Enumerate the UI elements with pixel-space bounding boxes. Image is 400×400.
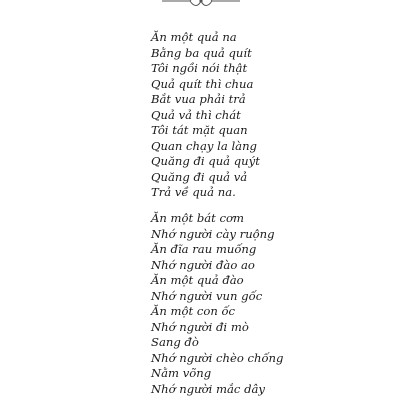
poem-line: Nhớ người cày ruộng	[151, 226, 275, 241]
poem-line: Quả vả thì chát	[151, 107, 241, 122]
poem-line: Nhớ người mắc dây	[151, 381, 265, 396]
poem-line: Ăn một con ốc	[151, 304, 236, 318]
poem-line: Sang đò	[151, 335, 199, 349]
poem-line: Ăn một quả đào	[151, 273, 244, 287]
poem-line: Ăn một bát cơm	[151, 211, 244, 225]
poem-line: Trả về quả na.	[151, 185, 236, 199]
poem-line: Ăn một quả na	[151, 30, 237, 44]
poem-line: Quan chạy la làng	[151, 138, 257, 153]
poem-line: Tôi tát mặt quan	[151, 123, 248, 137]
poem-line: Quăng đi quả vả	[151, 169, 248, 184]
poem-line: Nhớ người đào ao	[151, 257, 255, 272]
decorative-ornament-icon	[160, 0, 242, 8]
poem-line: Ăn đĩa rau muống	[151, 242, 257, 256]
poem-line: Nằm võng	[151, 366, 212, 380]
poem-line: Nhớ người đi mò	[151, 319, 249, 334]
poem-line: Tôi ngồi nói thật	[151, 61, 248, 75]
poem-line: Nhớ người chèo chống	[151, 350, 284, 365]
poem-line: Quăng đi quả quýt	[151, 154, 260, 168]
poem-stanza-1	[151, 30, 260, 201]
poem-line: Bằng ba quả quít	[151, 45, 252, 60]
poem-line: Nhớ người vun gốc	[151, 288, 263, 303]
poem-stanza-2	[151, 211, 283, 397]
poem-line: Quả quít thì chua	[151, 76, 254, 91]
poem-line: Bắt vua phải trả	[151, 92, 246, 106]
